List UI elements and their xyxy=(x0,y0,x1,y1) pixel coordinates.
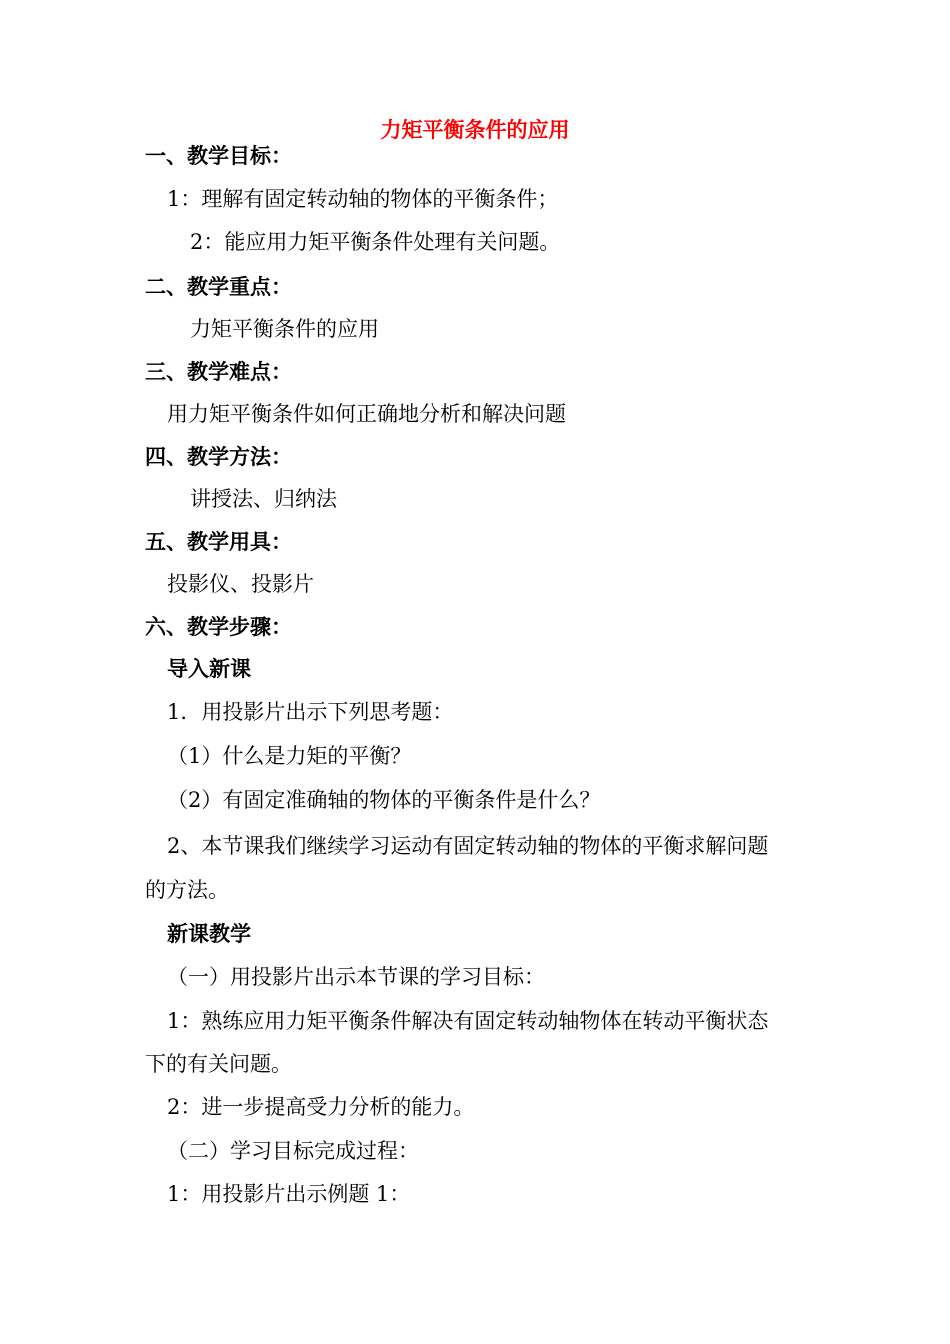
difficulty-text: 用力矩平衡条件如何正确地分析和解决问题 xyxy=(167,402,566,426)
steps-heading: 六、教学步骤： xyxy=(145,614,292,639)
objective-2: 2：能应用力矩平衡条件处理有关问题。 xyxy=(190,230,561,254)
methods-text: 讲授法、归纳法 xyxy=(190,487,337,511)
goal-1-line-2: 下的有关问题。 xyxy=(145,1052,292,1076)
tools-heading: 五、教学用具： xyxy=(145,529,292,554)
document-title: 力矩平衡条件的应用 xyxy=(380,117,570,142)
goal-1-line-1: 1：熟练应用力矩平衡条件解决有固定转动轴物体在转动平衡状态 xyxy=(167,1009,769,1033)
intro-item-2-line-1: 2、本节课我们继续学习运动有固定转动轴的物体的平衡求解问题 xyxy=(167,834,769,858)
new-lesson-heading: 新课教学 xyxy=(167,921,251,946)
key-points-text: 力矩平衡条件的应用 xyxy=(190,317,379,341)
tools-text: 投影仪、投影片 xyxy=(167,572,314,596)
intro-heading: 导入新课 xyxy=(167,656,251,681)
difficulty-heading: 三、教学难点： xyxy=(145,359,292,384)
process-heading: （二）学习目标完成过程： xyxy=(167,1139,419,1163)
objective-1: 1：理解有固定转动轴的物体的平衡条件； xyxy=(167,187,559,211)
goals-intro: （一）用投影片出示本节课的学习目标： xyxy=(167,965,545,989)
methods-heading: 四、教学方法： xyxy=(145,444,292,469)
goal-2: 2：进一步提高受力分析的能力。 xyxy=(167,1095,475,1119)
intro-item-2-line-2: 的方法。 xyxy=(145,878,229,902)
intro-question-1: （1）什么是力矩的平衡？ xyxy=(167,744,412,768)
intro-item-1: 1．用投影片出示下列思考题： xyxy=(167,700,454,724)
process-item-1: 1：用投影片出示例题 1： xyxy=(167,1182,411,1206)
objectives-heading: 一、教学目标： xyxy=(145,143,292,168)
key-points-heading: 二、教学重点： xyxy=(145,274,292,299)
intro-question-2: （2）有固定准确轴的物体的平衡条件是什么？ xyxy=(167,788,601,812)
